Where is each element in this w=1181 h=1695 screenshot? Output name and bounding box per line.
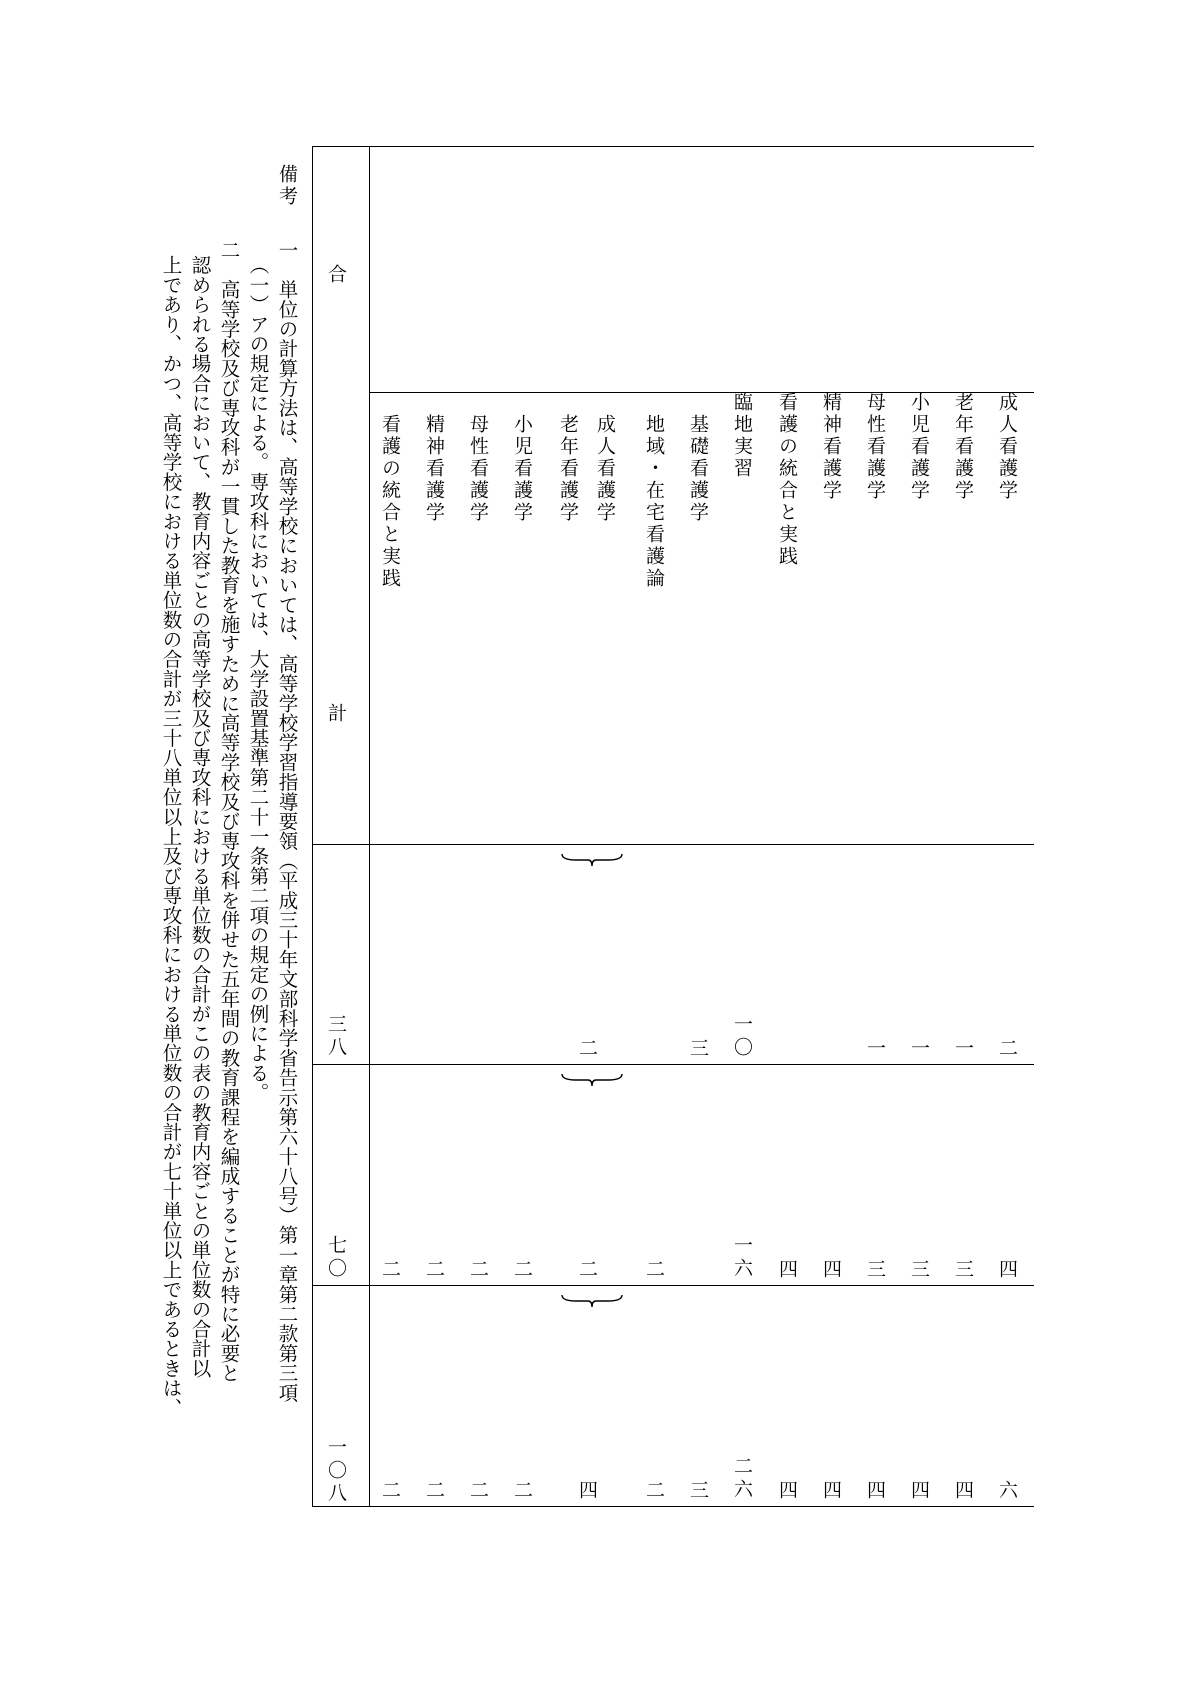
note-1-line-1: 一 単位の計算方法は、高等学校においては、高等学校学習指導要領（平成三十年文部科学省告示第六十八号）第一章第二款第三項: [275, 240, 299, 1403]
subject-b-0: 基礎看護学: [687, 414, 709, 524]
subject-b-3: 老年看護学: [557, 414, 579, 524]
col3-a-4: 四: [820, 1480, 842, 1503]
notes-title: 備考: [276, 164, 298, 208]
total-header-bottom: 計: [325, 703, 347, 725]
subject-a-1: 老年看護学: [952, 392, 974, 502]
col3-a-1: 四: [952, 1480, 974, 1503]
subject-group-divider: [369, 392, 1034, 393]
col3-a-3: 四: [864, 1480, 886, 1503]
col2-b-7: 二: [379, 1259, 401, 1282]
col2-bottom-border: [312, 1285, 1034, 1286]
col2-b-6: 二: [423, 1259, 445, 1282]
col3-a-5: 四: [776, 1480, 798, 1503]
total-header-top: 合: [325, 264, 347, 286]
subject-b-1: 地域・在宅看護論: [643, 414, 665, 590]
col3-grouping-brace: [560, 1293, 624, 1309]
col3-b-5: 二: [467, 1480, 489, 1503]
col1-a-6: 一〇: [731, 1014, 753, 1060]
col2-grouping-brace: [560, 1072, 624, 1088]
col1-a-0: 二: [996, 1038, 1018, 1061]
total-column-divider: [369, 146, 370, 1506]
col2-total: 七〇: [325, 1235, 347, 1281]
header-row-border: [312, 844, 1034, 845]
subject-a-3: 母性看護学: [864, 392, 886, 502]
note-2-line-3: 上であり、かつ、高等学校における単位数の合計が三十八単位以上及び専攻科における単位数の合計が七十単位以上であるときは、: [159, 255, 183, 1418]
col1-a-2: 一: [908, 1038, 930, 1061]
col2-a-0: 四: [996, 1259, 1018, 1282]
table-top-border: [312, 146, 1034, 147]
col2-a-3: 三: [864, 1259, 886, 1282]
table-bottom-border: [312, 1506, 1034, 1507]
col2-a-5: 四: [776, 1259, 798, 1282]
col2-a-1: 三: [952, 1259, 974, 1282]
subject-b-5: 母性看護学: [467, 414, 489, 524]
col2-b-4: 二: [511, 1259, 533, 1282]
col3-a-6: 二六: [731, 1456, 753, 1502]
subject-a-0: 成人看護学: [996, 392, 1018, 502]
subject-b-6: 精神看護学: [423, 414, 445, 524]
subject-b-4: 小児看護学: [511, 414, 533, 524]
col3-b-2: 四: [576, 1480, 598, 1503]
col3-total: 一〇八: [325, 1437, 347, 1506]
subject-b-7: 看護の統合と実践: [379, 414, 401, 590]
col1-a-1: 一: [952, 1038, 974, 1061]
col3-a-2: 四: [908, 1480, 930, 1503]
col3-b-4: 二: [511, 1480, 533, 1503]
col2-a-4: 四: [820, 1259, 842, 1282]
col2-b-5: 二: [467, 1259, 489, 1282]
subject-a-4: 精神看護学: [820, 392, 842, 502]
col3-b-0: 三: [687, 1480, 709, 1503]
col1-b-0: 三: [687, 1038, 709, 1061]
col1-grouping-brace: [560, 852, 624, 868]
col3-b-6: 二: [423, 1480, 445, 1503]
col2-a-6: 一六: [731, 1235, 753, 1281]
subject-a-2: 小児看護学: [908, 392, 930, 502]
col2-a-2: 三: [908, 1259, 930, 1282]
subject-a-5: 看護の統合と実践: [776, 392, 798, 568]
col2-b-1: 二: [643, 1259, 665, 1282]
col1-total: 三八: [325, 1014, 347, 1060]
table-left-border: [312, 146, 313, 1506]
note-2-line-1: 二 高等学校及び専攻科が一貫した教育を施すために高等学校及び専攻科を併せた五年間の教育課程を編成することが特に必要と: [217, 240, 241, 1383]
col1-b-2: 二: [576, 1038, 598, 1061]
col3-a-0: 六: [996, 1480, 1018, 1503]
subject-a-6: 臨地実習: [731, 392, 753, 480]
col3-b-7: 二: [379, 1480, 401, 1503]
col3-b-1: 二: [643, 1480, 665, 1503]
subject-b-2: 成人看護学: [594, 414, 616, 524]
col1-bottom-border: [312, 1064, 1034, 1065]
col1-a-3: 一: [864, 1038, 886, 1061]
note-1-line-2: （一）アの規定による。専攻科においては、大学設置基準第二十一条第二項の規定の例による。: [246, 255, 270, 1103]
note-2-line-2: 認められる場合において、教育内容ごとの高等学校及び専攻科における単位数の合計がこの表の教育内容ごとの単位数の合計以: [188, 255, 212, 1378]
col2-b-2: 二: [576, 1259, 598, 1282]
